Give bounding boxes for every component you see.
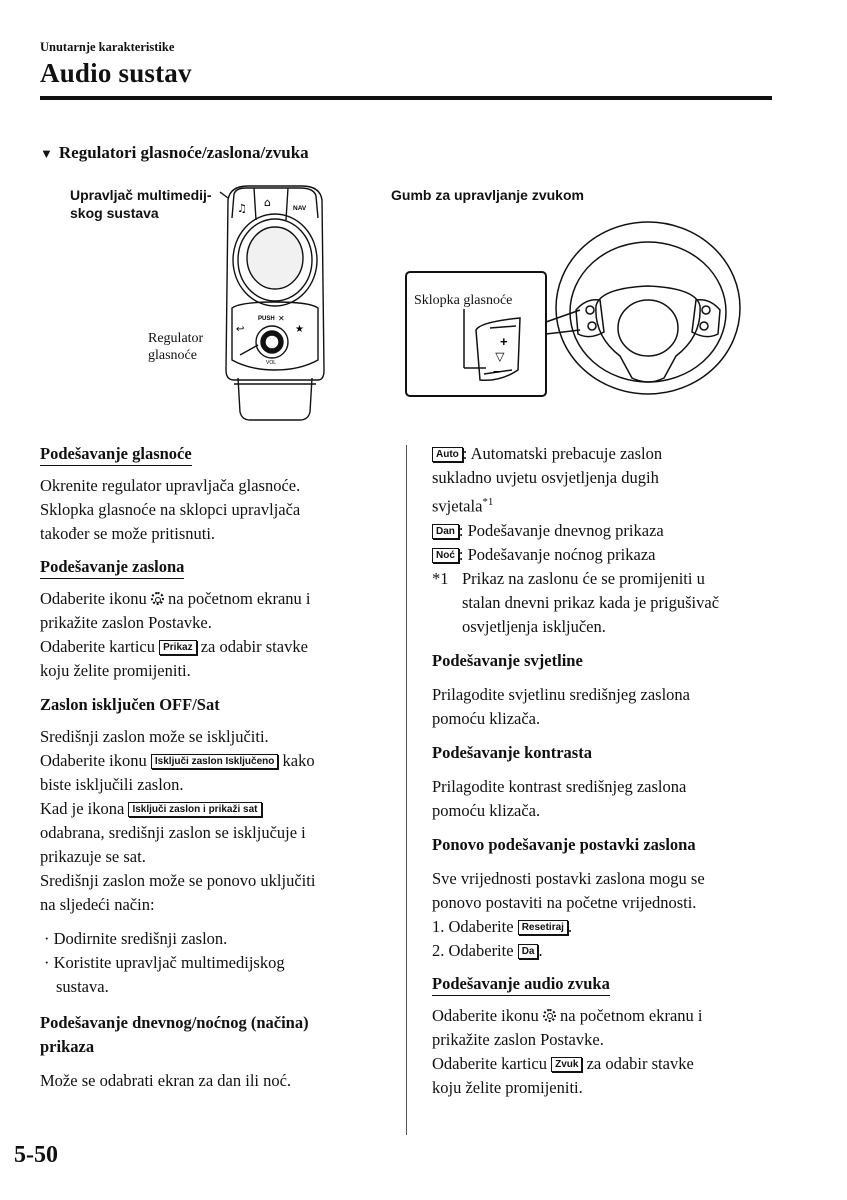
screen-off-text-5: odabrana, središnji zaslon se isključuje i [40,823,306,842]
auto-text-1: : Automatski prebacuje zaslon [462,444,663,463]
heading-day-night-2: prikaza [40,1037,95,1056]
column-divider [406,445,407,1135]
settings-gear-icon [151,592,164,605]
music-note-icon: ♫ [237,202,247,215]
page-title: Audio sustav [40,58,192,88]
screen-off-text-1: Središnji zaslon može se isključiti. [40,727,269,746]
auto-line-1 [432,442,782,466]
dan-text: : Podešavanje dnevnog prikaza [458,520,664,540]
noc-text: : Podešavanje noćnog prikaza [458,544,656,564]
controller-caption [70,186,212,222]
screen-off-text-4a: Kad je ikona [40,799,125,818]
chapter-subtitle: Unutarnje karakteristike [40,40,175,54]
contrast-text-2: pomoću klizača. [432,800,541,820]
display-text-3b: za odabir stavke [200,637,308,656]
bullet-item-1-text: Dodirnite središnji zaslon. [53,929,228,948]
screen-off-text-8: na sljedeći način: [40,895,155,914]
reset-step-2 [432,939,782,963]
heading-volume: Podešavanje glasnoće [40,443,192,466]
footnote-mark: *1 [432,568,449,588]
right-column [432,442,782,1100]
reset-step-1 [432,915,782,939]
audio-text-4: koju želite promijeniti. [432,1077,583,1097]
screen-off-clock-button-label: Isključi zaslon i prikaži sat [128,802,261,817]
settings-gear-icon [543,1009,556,1022]
screen-off-text-2a: Odaberite ikonu [40,751,147,770]
volume-text-2: Sklopka glasnoće na sklopci upravljača [40,500,301,519]
zvuk-tab-label: Zvuk [551,1057,582,1072]
display-text-1b: na početnom ekranu i [168,589,311,608]
heading-day-night-1: Podešavanje dnevnog/noćnog (načina) [40,1013,309,1032]
regulator-label [148,330,203,364]
screen-off-text-2 [40,749,390,773]
back-arrow-icon: ↩ [236,324,245,335]
triangle-marker-icon: ▼ [40,146,53,161]
screen-off-text-2b: kako [282,751,315,770]
audio-text-3b: za odabir stavke [586,1053,694,1073]
auto-line-3 [432,490,782,519]
heading-audio: Podešavanje audio zvuka [432,973,610,996]
push-label: PUSH [258,316,275,322]
screen-off-text-7: Središnji zaslon može se ponovo uključiti [40,871,316,890]
section-title-text: Regulatori glasnoće/zaslona/zvuka [58,143,309,162]
footnote-ref: *1 [482,496,494,508]
audio-text-1b: na početnom ekranu i [560,1005,703,1025]
auto-button-label: Auto [432,447,463,462]
speaker-icon: ◁ [492,352,506,362]
section-title [40,143,309,163]
dan-button-label: Dan [432,524,459,539]
audio-text-3 [432,1052,782,1076]
brightness-text-2: pomoću klizača. [432,708,541,728]
favorite-star-icon: ★ [295,324,304,335]
display-text-3a: Odaberite karticu [40,637,155,656]
display-text-4: koju želite promijeniti. [40,661,191,680]
brightness-text-1: Prilagodite svjetlinu središnjeg zaslona [432,684,690,704]
bullet-dot: · [44,929,50,948]
heading-reset: Ponovo podešavanje postavki zaslona [432,834,696,854]
audio-text-2: prikažite zaslon Postavke. [432,1029,604,1049]
footnote-line-1: Prikaz na zaslonu će se promijeniti u [462,568,705,588]
screen-off-text-6: prikazuje se sat. [40,847,146,866]
volume-text-3: također se može pritisnuti. [40,524,216,543]
display-text-3 [40,635,390,659]
prikaz-tab-label: Prikaz [159,640,196,655]
da-button-label: Da [518,944,539,959]
multimedia-controller-illustration [200,180,340,425]
heading-brightness: Podešavanje svjetline [432,650,583,670]
audio-text-1 [432,1004,782,1028]
volume-plus-label: + [500,334,508,349]
vol-label: VOL [266,360,277,366]
reset-button-label: Resetiraj [518,920,568,935]
audio-text-3a: Odaberite karticu [432,1053,547,1073]
screen-off-button-label: Isključi zaslon Isključeno [151,754,279,769]
regulator-label-line1: Regulator [148,331,204,346]
heading-contrast: Podešavanje kontrasta [432,742,592,762]
bullet-item-2-cont: sustava. [56,977,109,996]
reset-step-2-text: 2. Odaberite [432,940,514,960]
controller-caption-line2: skog sustava [70,205,159,221]
auto-line-2: sukladno uvjetu osvjetljenja dugih [432,468,659,487]
left-column [40,442,390,1093]
day-night-text: Može se odabrati ekran za dan ili noć. [40,1071,292,1090]
display-text-1a: Odaberite ikonu [40,589,147,608]
footnote-line-3: osvjetljenja isključen. [462,616,606,636]
display-text-1 [40,587,390,611]
dan-line [432,519,782,543]
noc-line [432,543,782,567]
reset-step-1-end: . [567,916,573,936]
footnote [432,567,782,639]
screen-off-text-3: biste isključili zaslon. [40,775,184,794]
home-icon: ⌂ [264,196,271,209]
bullet-item-1 [40,927,390,951]
heading-screen-off: Zaslon isključen OFF/Sat [40,695,220,714]
audio-text-1a: Odaberite ikonu [432,1005,539,1025]
nav-button-label: NAV [293,205,307,212]
display-text-2: prikažite zaslon Postavke. [40,613,212,632]
reset-text-2: ponovo postaviti na početne vrijednosti. [432,892,697,912]
heading-display: Podešavanje zaslona [40,556,184,579]
reset-step-1-text: 1. Odaberite [432,916,514,936]
steering-caption: Gumb za upravljanje zvukom [391,187,584,203]
header-rule [40,96,772,100]
noc-button-label: Noć [432,548,459,563]
page-number: 5-50 [14,1142,58,1168]
volume-minus-label: − [493,364,501,379]
switch-label: Sklopka glasnoće [414,293,513,308]
footnote-line-2: stalan dnevni prikaz kada je prigušivač [462,592,720,612]
controller-caption-line1: Upravljač multimedij- [70,187,212,203]
contrast-text-1: Prilagodite kontrast središnjeg zaslona [432,776,687,796]
bullet-item-2 [40,951,390,975]
bullet-item-2-text: Koristite upravljač multimedijskog [53,953,285,972]
bullet-dot: · [44,953,50,972]
reset-text-1: Sve vrijednosti postavki zaslona mogu se [432,868,705,888]
screen-off-text-4 [40,797,390,821]
auto-text-3: svjetala [432,496,483,516]
regulator-label-line2: glasnoće [148,348,197,363]
mute-icon: ✕ [278,314,285,323]
reset-step-2-end: . [538,940,543,960]
volume-text-1: Okrenite regulator upravljača glasnoće. [40,476,301,495]
